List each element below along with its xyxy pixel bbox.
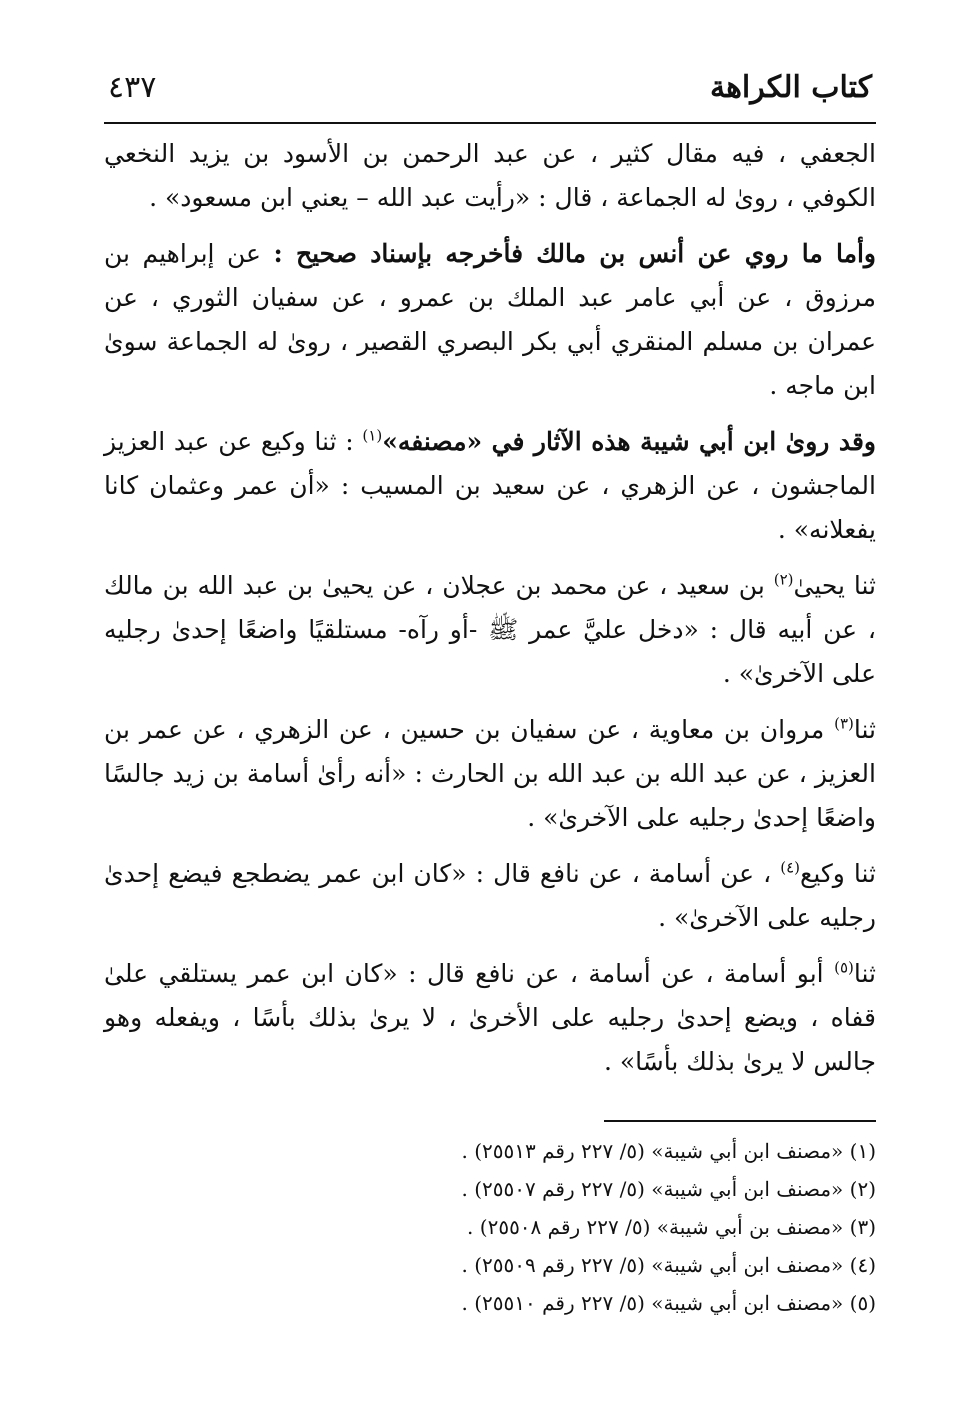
footnote-2: (٢) «مصنف ابن أبي شيبة» (٥/ ٢٢٧ رقم ٢٥٥٠٧) . (461, 1177, 876, 1201)
paragraph-5-pre: ثنا (853, 715, 876, 744)
footnote-ref-3[interactable]: (٣) (834, 714, 854, 733)
footnote-5: (٥) «مصنف ابن أبي شيبة» (٥/ ٢٢٧ رقم ٢٥٥١٠) . (461, 1291, 876, 1315)
paragraph-2-text: عن إبراهيم بن مرزوق ، عن أبي عامر عبد الملك بن عمرو ، عن سفيان الثوري ، عن عمران بن مسلم المنقري أبي بكر البصري القصير ، روىٰ له الجماعة سوىٰ ابن ماجه . (104, 239, 876, 400)
paragraph-7-text: أبو أسامة ، عن أسامة ، عن نافع قال : «كان ابن عمر يستلقي علىٰ قفاه ، ويضع إحدىٰ رجليه على الأخرىٰ ، لا يرىٰ بذلك بأسًا ، ويفعله وهو جالس لا يرىٰ بذلك بأسًا» . (104, 959, 876, 1076)
chapter-title: كتاب الكراهة (710, 70, 872, 105)
page-number: ٤٣٧ (108, 70, 157, 105)
footnote-ref-1[interactable]: (١) (362, 426, 383, 445)
footnotes (104, 1132, 876, 1322)
footnote-ref-4[interactable]: (٤) (780, 858, 801, 877)
paragraph-4-text: بن سعيد ، عن محمد بن عجلان ، عن يحيىٰ بن عبد الله بن مالك ، عن أبيه قال : «دخل عليَّ عمر ﷺ -أو رآه- مستلقيًا واضعًا إحدىٰ رجليه على الآخرىٰ» . (104, 571, 876, 688)
footnote-1: (١) «مصنف ابن أبي شيبة» (٥/ ٢٢٧ رقم ٢٥٥١٣) . (461, 1139, 876, 1163)
paragraph-3-lead: وقد روىٰ ابن أبي شيبة هذه الآثار في «مصنفه» (382, 427, 876, 456)
paragraph-2-lead: وأما ما روي عن أنس بن مالك فأخرجه بإسناد صحيح : (273, 239, 876, 268)
footnote-divider (604, 1120, 876, 1122)
footnote-4: (٤) «مصنف ابن أبي شيبة» (٥/ ٢٢٧ رقم ٢٥٥٠٩) . (461, 1253, 876, 1277)
paragraph-6 (104, 852, 876, 940)
paragraph-2 (104, 232, 876, 408)
header-divider (104, 122, 876, 124)
paragraph-5 (104, 708, 876, 840)
main-text (104, 132, 876, 1096)
paragraph-3-text: : ثنا وكيع عن عبد العزيز الماجشون ، عن الزهري ، عن سعيد بن المسيب : «أن عمر وعثمان كانا يفعلانه» . (104, 427, 876, 544)
paragraph-5-text: مروان بن معاوية ، عن سفيان بن حسين ، عن الزهري ، عن عمر بن العزيز ، عن عبد الله بن عبد الله بن الحارث : «أنه رأىٰ أسامة بن زيد جالسًا واضعًا إحدىٰ رجليه على الآخرىٰ» . (104, 715, 876, 832)
paragraph-7 (104, 952, 876, 1084)
footnote-3: (٣) «مصنف بن أبي شيبة» (٥/ ٢٢٧ رقم ٢٥٥٠٨) . (467, 1215, 876, 1239)
paragraph-1-text: الجعفي ، فيه مقال كثير ، عن عبد الرحمن بن الأسود بن يزيد النخعي الكوفي ، روىٰ له الجماعة ، قال : «رأيت عبد الله – يعني ابن مسعود» . (104, 139, 876, 212)
footnote-ref-2[interactable]: (٢) (773, 570, 794, 589)
paragraph-7-pre: ثنا (853, 959, 876, 988)
paragraph-4-pre: ثنا يحيىٰ (793, 571, 876, 600)
paragraph-4 (104, 564, 876, 696)
paragraph-6-text: ، عن أسامة ، عن نافع قال : «كان ابن عمر يضطجع فيضع إحدىٰ رجليه على الآخرىٰ» . (104, 859, 876, 932)
paragraph-6-pre: ثنا وكيع (800, 859, 877, 888)
footnote-ref-5[interactable]: (٥) (834, 958, 854, 977)
paragraph-1 (104, 132, 876, 220)
page-header (108, 62, 872, 114)
paragraph-3 (104, 420, 876, 552)
